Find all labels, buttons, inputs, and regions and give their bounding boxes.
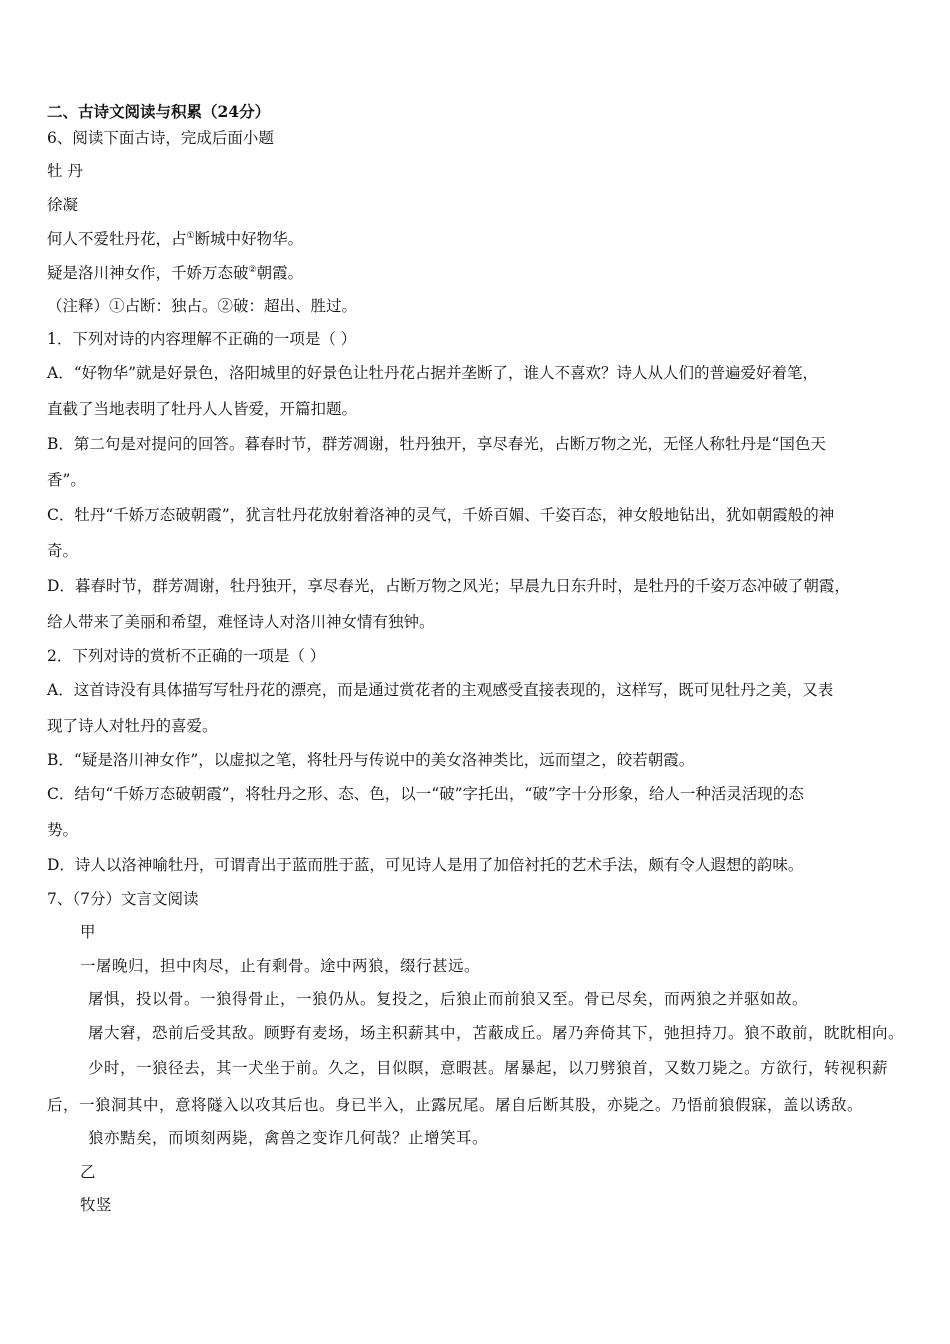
footnote-mark-2: ② [248,264,257,275]
poem-line-1 [47,229,303,249]
poem-line-1-b: 断城中好物华。 [194,230,304,248]
poem-title: 牡 丹 [47,162,83,180]
poem-line-2-b: 朝霞。 [256,264,304,282]
passage-yi-title: 牧竖 [80,1196,113,1214]
poem-line-2 [47,263,303,283]
q6-1-option-d-line2: 给人带来了美丽和希望，难怪诗人对洛川神女情有独钟。 [47,613,435,631]
poem-line-2-a: 疑是洛川神女作，千娇万态破 [47,264,249,282]
q6-1-option-c-line1: C．牡丹“千娇万态破朝霞”，犹言牡丹花放射着洛神的灵气，千娇百媚、千姿百态，神女般地钻出，犹如朝霞般的神 [47,506,835,524]
poem-line-1-a: 何人不爱牡丹花，占 [47,230,187,248]
q6-2-option-a-line1: A．这首诗没有具体描写写牡丹花的漂亮，而是通过赏花者的主观感受直接表现的，这样写，既可见牡丹之美，又表 [47,681,834,699]
q6-2-option-c-line1: C．结句“千娇万态破朝霞”，将牡丹之形、态、色，以一“破”字托出，“破”字十分形象，给人一种活灵活现的态 [47,785,804,803]
q6-2-stem: 2．下列对诗的赏析不正确的一项是（ ） [47,647,326,665]
q6-1-stem: 1．下列对诗的内容理解不正确的一项是（ ） [47,330,357,348]
passage-jia-label: 甲 [80,923,97,941]
q6-2-option-a-line2: 现了诗人对牡丹的喜爱。 [47,717,218,735]
passage-para-4-line2: 后，一狼洞其中，意将隧入以攻其后也。身已半入，止露尻尾。屠自后断其股，亦毙之。乃悟前狼假寐，盖以诱敌。 [47,1096,864,1114]
poem-author: 徐凝 [47,196,79,214]
q6-prompt: 6、阅读下面古诗，完成后面小题 [47,129,274,147]
q6-1-option-c-line2: 奇。 [47,542,79,560]
poem-note: （注释）①占断：独占。②破：超出、胜过。 [47,297,358,315]
q6-1-option-b-line2: 香”。 [47,471,86,489]
q6-1-option-b-line1: B．第二句是对提问的回答。暮春时节，群芳凋谢，牡丹独开，享尽春光，占断万物之光，无怪人称牡丹是“国色天 [47,435,826,453]
passage-para-5: 狼亦黠矣，而顷刻两毙，禽兽之变诈几何哉？止增笑耳。 [88,1129,489,1147]
q7-prompt: 7、（7分）文言文阅读 [47,890,199,908]
q6-1-option-d-line1: D．暮春时节，群芳凋谢，牡丹独开，享尽春光，占断万物之风光；早晨九日东升时，是牡丹的千姿万态冲破了朝霞， [47,577,850,595]
passage-para-3: 屠大窘，恐前后受其敌。顾野有麦场，场主积薪其中，苫蔽成丘。屠乃奔倚其下，弛担持刀。狼不敢前，眈眈相向。 [88,1024,905,1042]
section-title: 二、古诗文阅读与积累（24分） [47,102,271,121]
q6-2-option-d: D．诗人以洛神喻牡丹，可谓青出于蓝而胜于蓝，可见诗人是用了加倍衬托的艺术手法，颇有令人遐想的韵味。 [47,856,804,874]
passage-para-2: 屠惧，投以骨。一狼得骨止，一狼仍从。复投之，后狼止而前狼又至。骨已尽矣，而两狼之并驱如故。 [88,990,809,1008]
passage-para-1: 一屠晚归，担中肉尽，止有剩骨。途中两狼，缀行甚远。 [80,957,481,975]
q6-2-option-c-line2: 势。 [47,821,79,839]
passage-yi-label: 乙 [80,1163,97,1181]
q6-1-option-a-line2: 直截了当地表明了牡丹人人皆爱，开篇扣题。 [47,400,358,418]
footnote-mark-1: ① [186,230,195,241]
q6-1-option-a-line1: A．“好物华”就是好景色，洛阳城里的好景色让牡丹花占据并垄断了，谁人不喜欢？诗人从人们的普遍爱好着笔， [47,364,819,382]
q6-2-option-b: B．“疑是洛川神女作”，以虚拟之笔，将牡丹与传说中的美女洛神类比，远而望之，皎若朝霞。 [47,751,695,769]
passage-para-4-line1: 少时，一狼径去，其一犬坐于前。久之，目似瞑，意暇甚。屠暴起，以刀劈狼首，又数刀毙之。方欲行，转视积薪 [88,1059,889,1077]
